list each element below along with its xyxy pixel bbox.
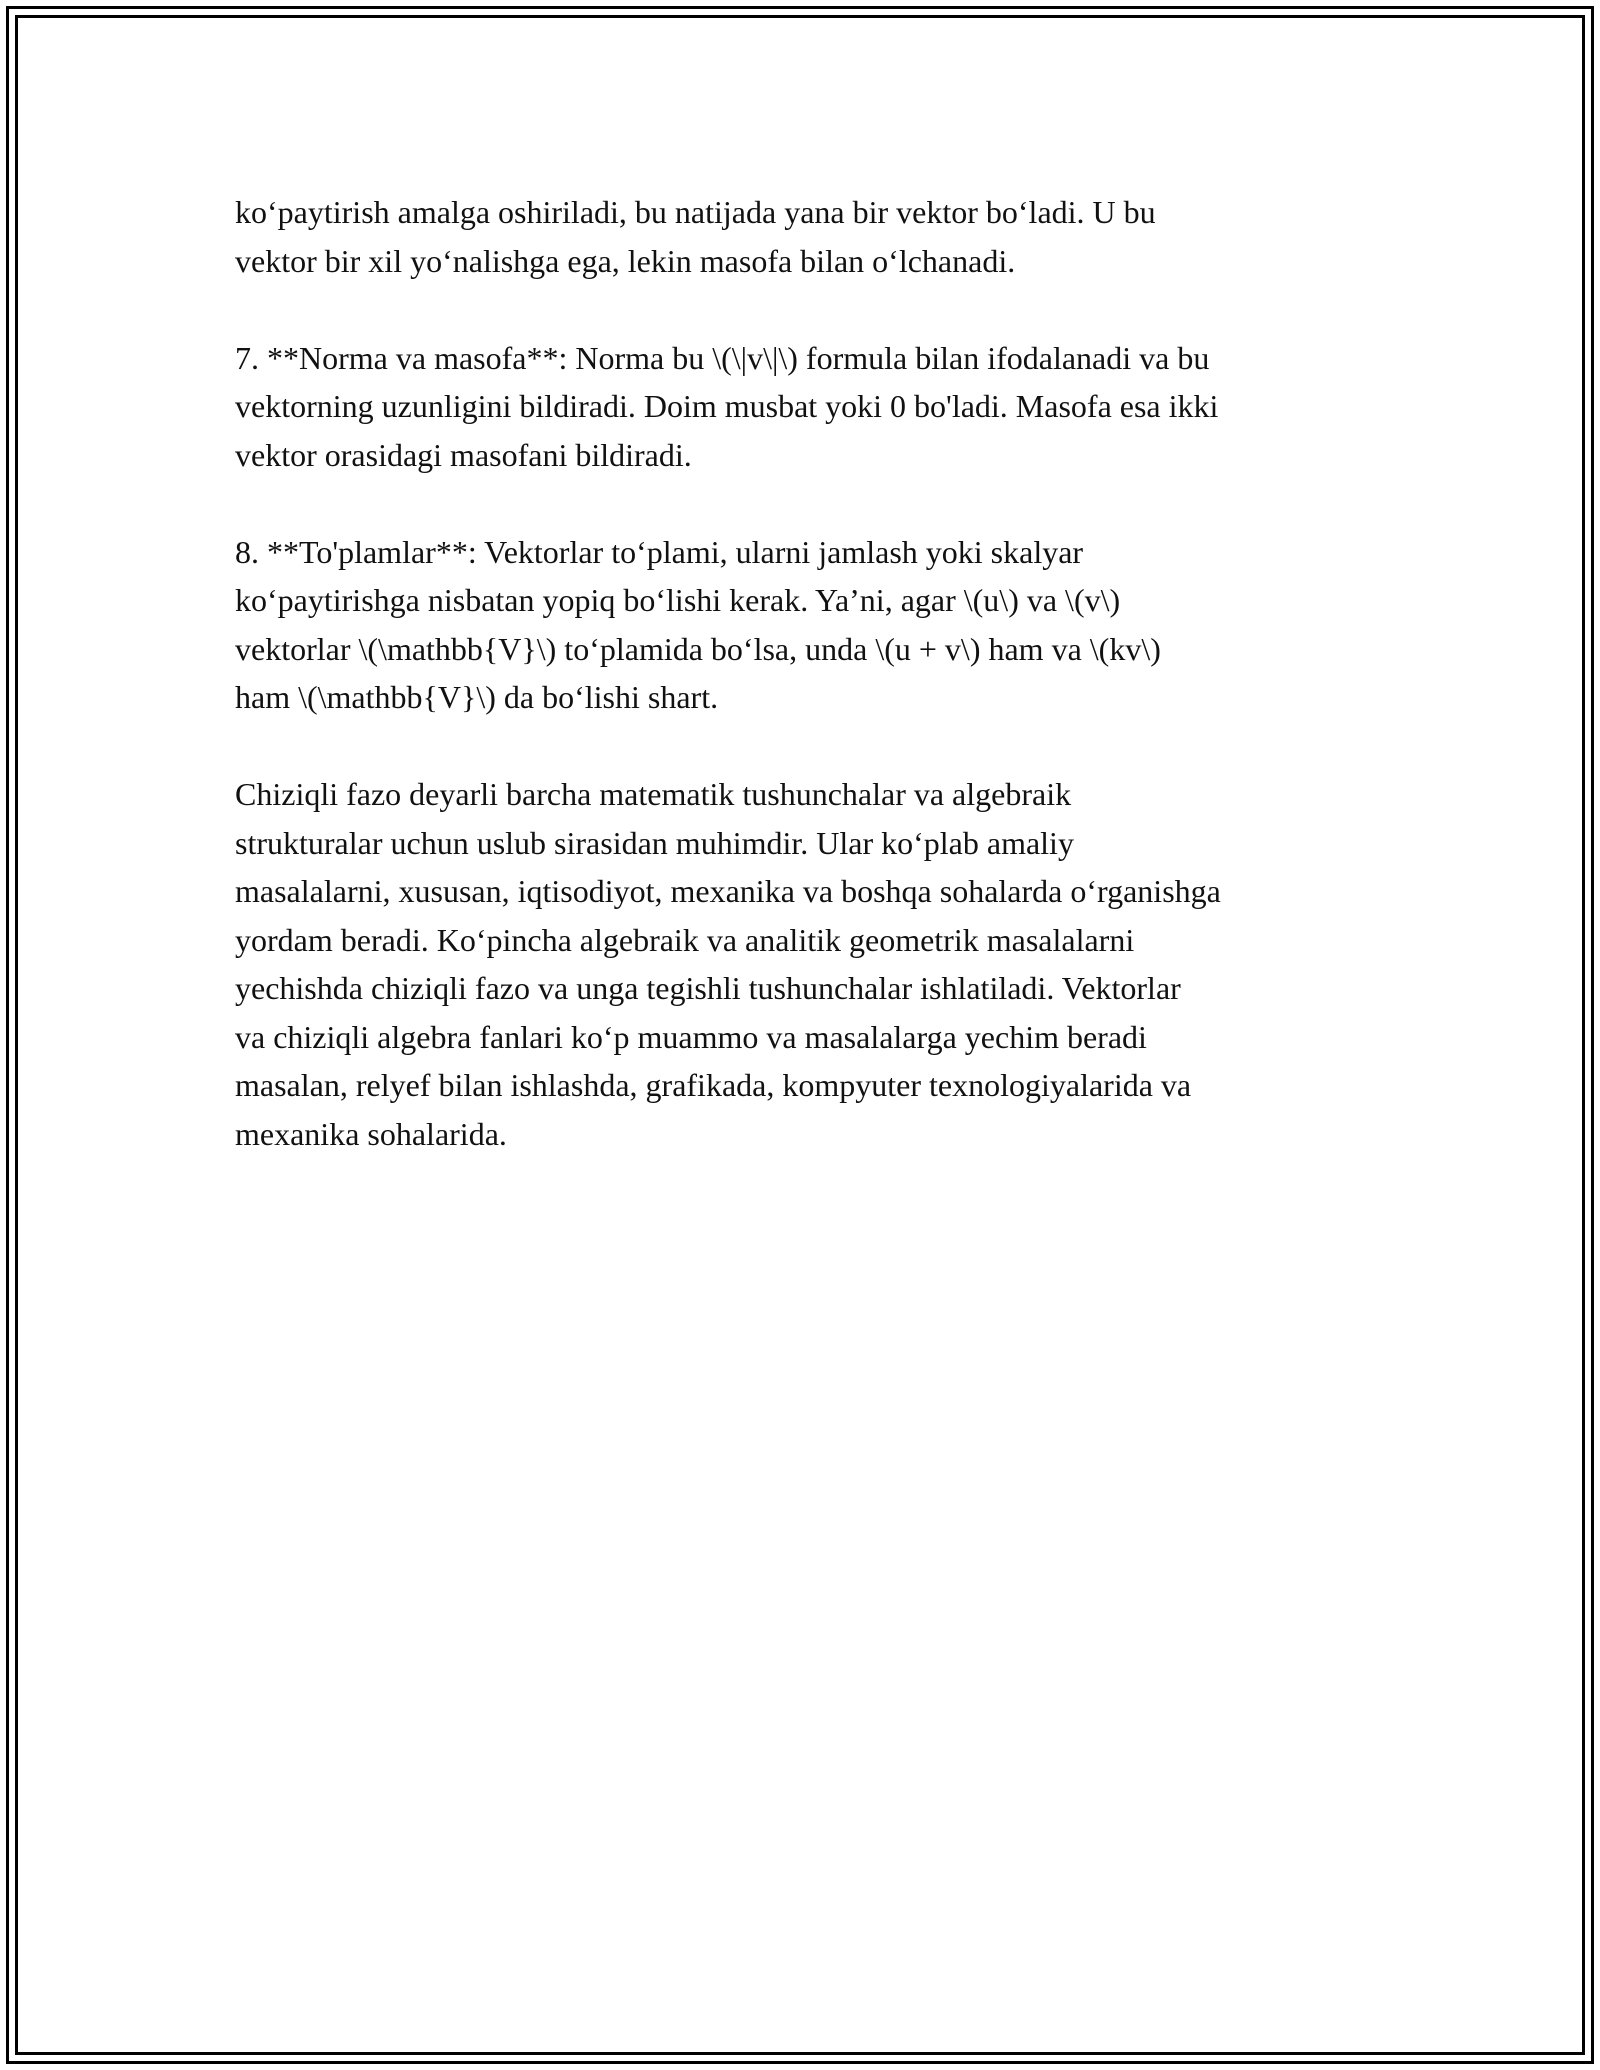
paragraph-conclusion: Chiziqli fazo deyarli barcha matematik tushunchalar va algebraik strukturalar uchun uslub sirasidan muhimdir. Ular ko‘plab amaliy masalalarni, xususan, iqtisodiyot, mexanika va boshqa sohalarda o‘rganishga yordam beradi. Ko‘pincha algebraik va analitik geometrik masalalarni yechishda chiziqli fazo va unga tegishli tushunchalar ishlatiladi. Vektorlar va chiziqli algebra fanlari ko‘p muammo va masalalarga yechim beradi masalan, relyef bilan ishlashda, grafikada, kompyuter texnologiyalarida va mexanika sohalarida.: [235, 776, 1221, 1152]
document-body: [235, 188, 1375, 1207]
paragraph-norm-distance: 7. **Norma va masofa**: Norma bu \(\|v\|\) formula bilan ifodalanadi va bu vektorning uzunligini bildiradi. Doim musbat yoki 0 bo'ladi. Masofa esa ikki vektor orasidagi masofani bildiradi.: [235, 339, 1219, 473]
paragraph-scalar-multiplication: ko‘paytirish amalga oshiriladi, bu natijada yana bir vektor bo‘ladi. U bu vektor bir xil yo‘nalishga ega, lekin masofa bilan o‘lchanadi.: [235, 194, 1156, 279]
paragraph-sets: 8. **To'plamlar**: Vektorlar to‘plami, ularni jamlash yoki skalyar ko‘paytirishga nisbatan yopiq bo‘lishi kerak. Ya’ni, agar \(u\) va \(v\) vektorlar \(\mathbb{V}\) to‘plamida bo‘lsa, unda \(u + v\) ham va \(kv\) ham \(\mathbb{V}\) da bo‘lishi shart.: [235, 533, 1161, 715]
